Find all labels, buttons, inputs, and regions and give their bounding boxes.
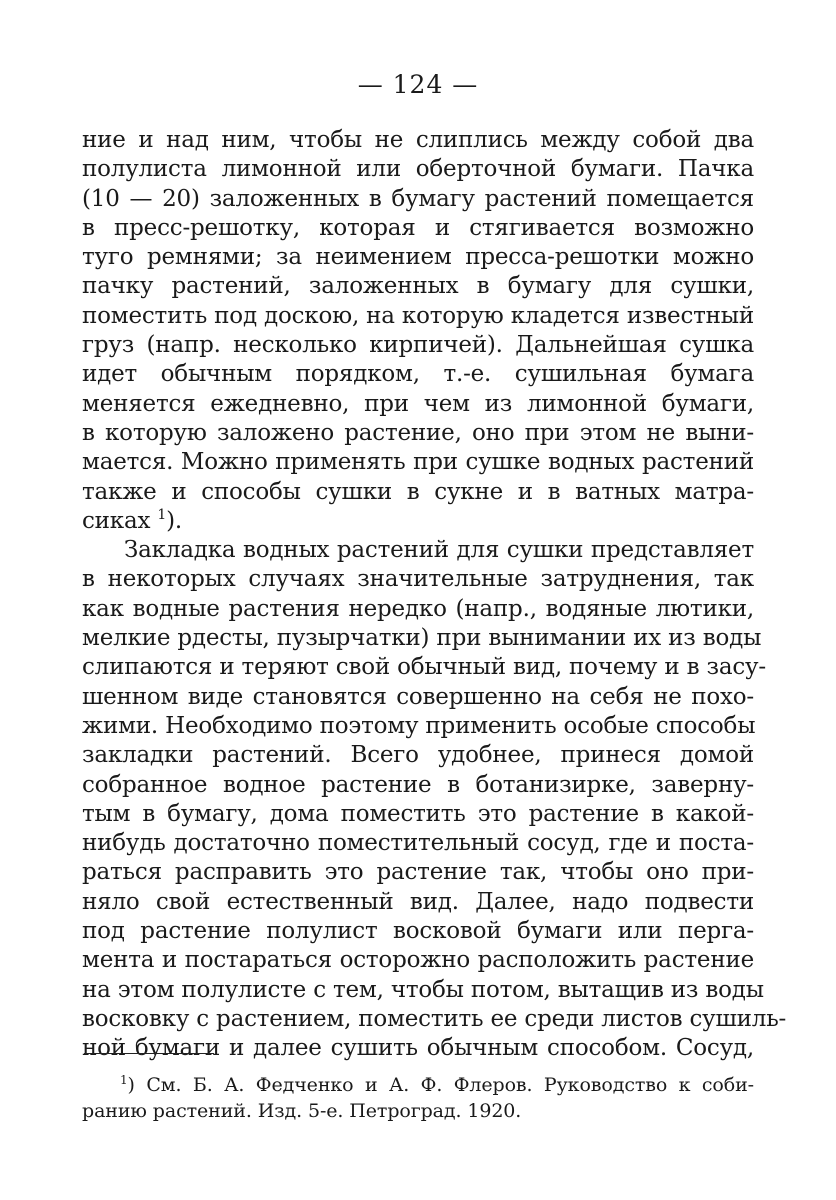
- text-line: мелкие рдесты, пузырчатки) при вынимании их из воды: [82, 625, 762, 652]
- text-line: слипаются и теряют свой обычный вид, почему и в засу-: [82, 654, 766, 681]
- text-line: груз (напр. несколько кирпичей). Дальнейшая сушка: [82, 332, 754, 359]
- text-line: (10 — 20) заложенных в бумагу растений помещается: [82, 185, 754, 212]
- paragraph-end-line: [82, 507, 754, 536]
- footnote-line: [82, 1072, 754, 1098]
- text-line: мается. Можно применять при сушке водных растений: [82, 449, 754, 476]
- text-line: в которую заложено растение, оно при этом не выни-: [82, 419, 754, 446]
- footnote-mark-number: 1: [120, 1073, 128, 1087]
- text-line: в пресс-решотку, которая и стягивается возможно: [82, 214, 754, 241]
- footnote-ref-number: 1: [157, 506, 167, 523]
- text-line: поместить под доскою, на которую кладется известный: [82, 302, 755, 329]
- footnote: [82, 1072, 754, 1124]
- text-line: также и способы сушки в сукне и в ватных матра-: [82, 478, 754, 505]
- text-line: туго ремнями; за неимением пресса-решотки можно: [82, 244, 754, 271]
- text-line: восковку с растением, поместить ее среди листов сушиль-: [82, 1005, 787, 1032]
- text-line: на этом полулисте с тем, чтобы потом, вытащив из воды: [82, 976, 764, 1003]
- footnote-ref-suffix: ).: [166, 507, 183, 534]
- text-line: ной бумаги и далее сушить обычным способом. Сосуд,: [82, 1035, 754, 1062]
- text-line: полулиста лимонной или оберточной бумаги. Пачка: [82, 156, 754, 183]
- paragraph-start-line: Закладка водных растений для сушки представляет: [124, 537, 754, 564]
- footnote-reference[interactable]: [157, 507, 166, 523]
- text-line: тым в бумагу, дома поместить это растение в какой-: [82, 800, 754, 827]
- text-line: идет обычным порядком, т.-е. сушильная бумага: [82, 361, 754, 388]
- footnote-line: ранию растений. Изд. 5-е. Петроград. 1920.: [82, 1100, 522, 1122]
- text-line: в некоторых случаях значительные затруднения, так: [82, 566, 754, 593]
- page-number: — 124 —: [357, 70, 479, 99]
- footnote-mark-suffix: ): [127, 1074, 135, 1096]
- text-line: как водные растения нередко (напр., водяные лютики,: [82, 595, 754, 622]
- text-line: закладки растений. Всего удобнее, принеся домой: [82, 742, 754, 769]
- text-line: раться расправить это растение так, чтобы оно при-: [82, 859, 754, 886]
- footnote-text: См. Б. А. Федченко и А. Ф. Флеров. Руководство к соби-: [146, 1074, 754, 1096]
- text-line: мента и постараться осторожно расположить растение: [82, 947, 754, 974]
- footnote-divider: [84, 1053, 214, 1054]
- text-line: нибудь достаточно поместительный сосуд, где и поста-: [82, 830, 754, 857]
- text-line: няло свой естественный вид. Далее, надо подвести: [82, 888, 754, 915]
- text-line: пачку растений, заложенных в бумагу для сушки,: [82, 273, 754, 300]
- text-fragment: сиках: [82, 507, 151, 534]
- text-line: шенном виде становятся совершенно на себя не похо-: [82, 683, 754, 710]
- text-line: собранное водное растение в ботанизирке, заверну-: [82, 771, 754, 798]
- text-line: под растение полулист восковой бумаги или перга-: [82, 918, 754, 945]
- text-line: меняется ежедневно, при чем из лимонной бумаги,: [82, 390, 754, 417]
- text-line: жими. Необходимо поэтому применить особые способы: [82, 712, 756, 739]
- body-text: [82, 126, 787, 1064]
- text-line: ние и над ним, чтобы не слиплись между собой два: [82, 127, 754, 153]
- footnote-mark: [120, 1073, 128, 1087]
